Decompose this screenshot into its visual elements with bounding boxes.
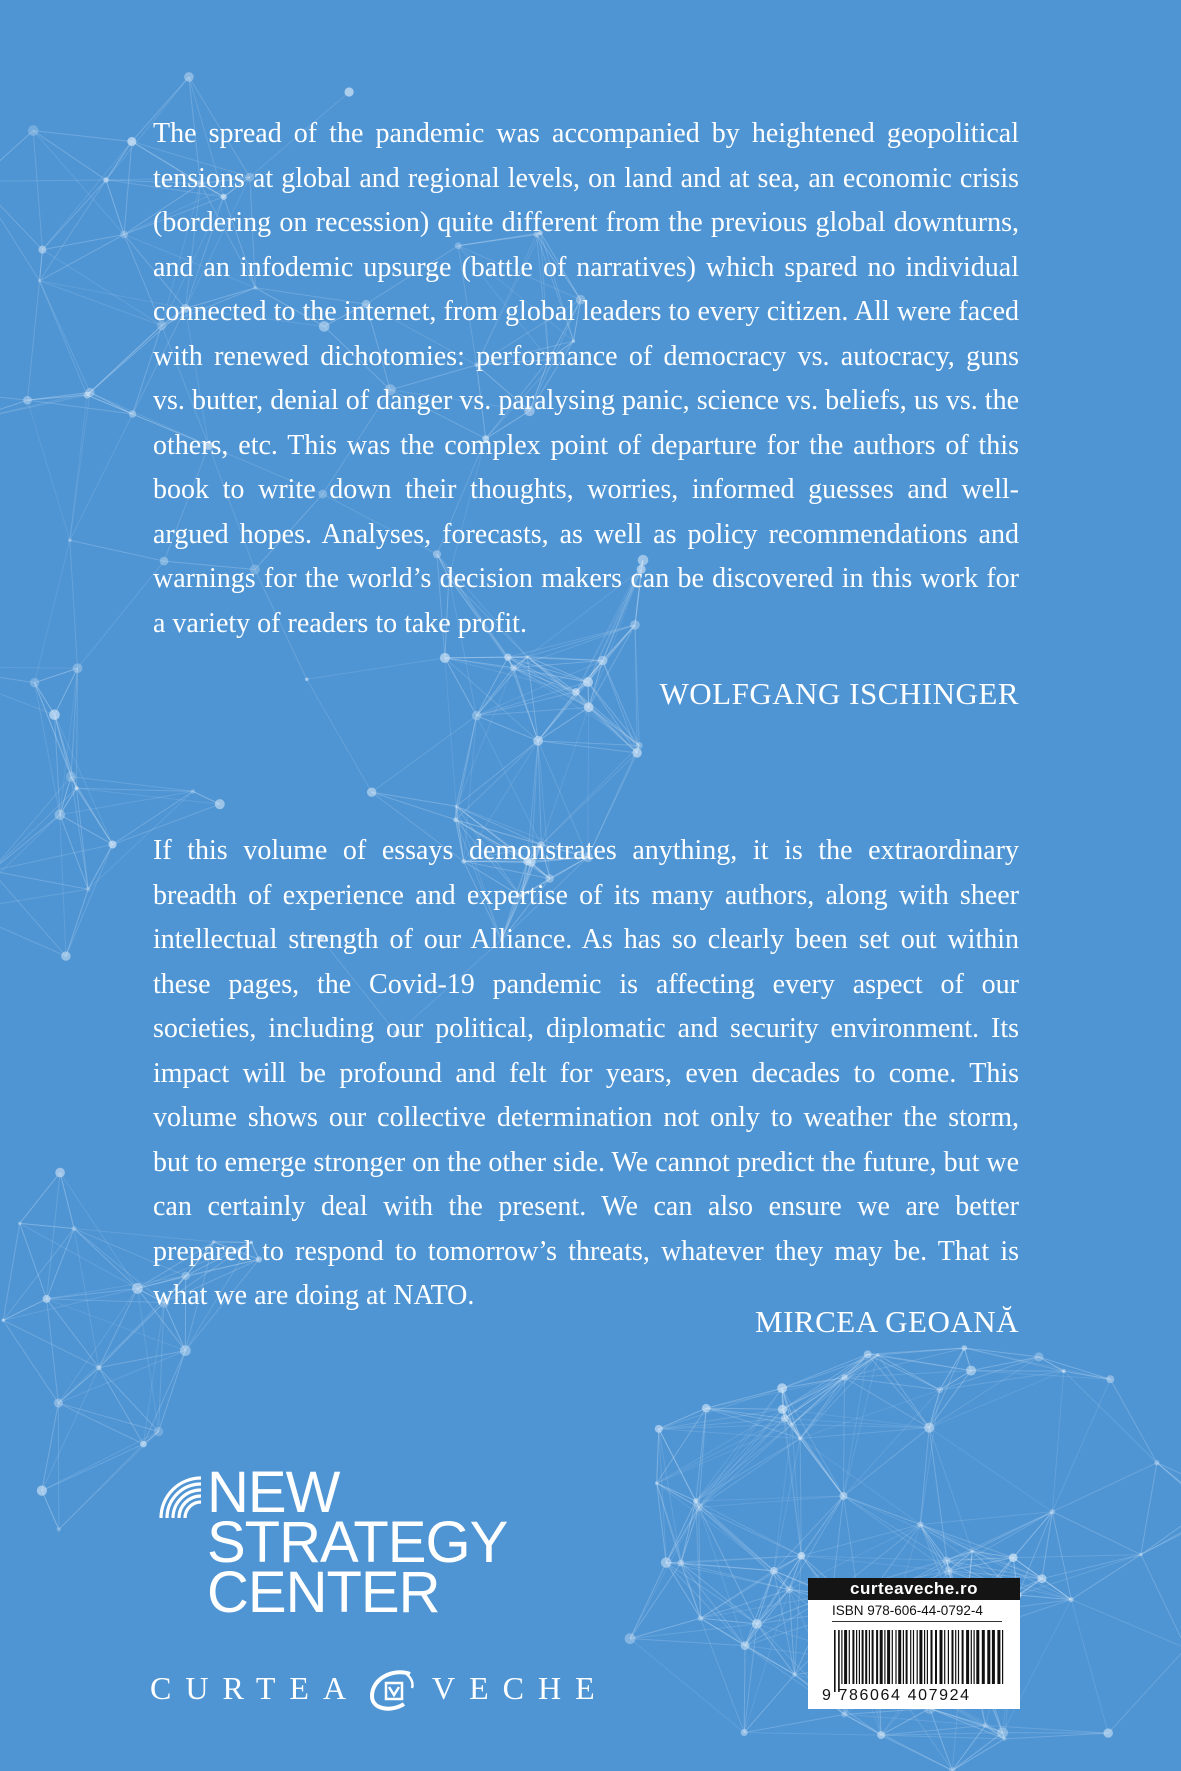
barcode-bar	[859, 1630, 860, 1684]
curtea-veche-emblem-icon	[364, 1666, 422, 1714]
barcode-bar	[856, 1630, 857, 1684]
barcode-bar	[844, 1630, 847, 1684]
barcode-bar	[865, 1630, 867, 1684]
barcode-bar	[903, 1630, 904, 1684]
barcode-bar	[919, 1630, 922, 1684]
isbn-divider	[832, 1621, 1002, 1622]
barcode-bar	[849, 1630, 850, 1684]
barcode-bar	[992, 1630, 995, 1684]
barcode-bar	[838, 1630, 840, 1692]
barcode-bar	[872, 1630, 874, 1684]
barcode-bar	[869, 1630, 870, 1684]
barcode-digits: 9 786064 407924	[822, 1687, 971, 1704]
barcode-bar	[906, 1630, 908, 1684]
barcode-bar	[971, 1630, 972, 1684]
isbn-label: ISBN 978-606-44-0792-4	[832, 1603, 983, 1618]
barcode-bar	[876, 1630, 878, 1684]
new-strategy-center-logo	[155, 1460, 555, 1626]
barcode-bar	[910, 1630, 911, 1684]
barcode-bar	[948, 1630, 949, 1684]
logo-line-center: CENTER	[207, 1560, 440, 1625]
barcode-bar	[962, 1630, 964, 1684]
barcode-bar	[862, 1630, 864, 1684]
publisher-word-curtea: CURTEA	[150, 1670, 361, 1706]
barcode-bar	[884, 1630, 885, 1684]
publisher-word-veche: VECHE	[432, 1670, 609, 1706]
barcode-bar	[987, 1630, 990, 1684]
barcode-bar	[976, 1630, 979, 1684]
barcode-bar	[974, 1630, 975, 1684]
barcode-bar	[898, 1630, 901, 1684]
barcode-bar	[966, 1630, 969, 1684]
barcode-bar	[927, 1630, 928, 1684]
signal-waves-icon	[155, 1474, 207, 1520]
barcode-bar	[892, 1630, 893, 1684]
barcode-bar	[852, 1630, 854, 1684]
barcode-bar	[887, 1630, 890, 1684]
barcode-bar	[924, 1630, 925, 1684]
barcode-bar	[913, 1630, 914, 1684]
barcode-bar	[895, 1630, 896, 1684]
barcode-bar	[944, 1630, 945, 1684]
quote-ischinger: The spread of the pandemic was accompanied by heightened geopolitical tensions at global and regional levels, on land and at sea, an economic crisis (bordering on recession) quite different from the previous global downturns, and an infodemic upsurge (battle of narratives) which spared no individual connected to the internet, from global leaders to every citizen. All were faced with renewed dichotomies: performance of democracy vs. autocracy, guns vs. butter, denial of danger vs. paralysing panic, science vs. beliefs, us vs. the others, etc. This was the complex point of departure for the authors of this book to write down their thoughts, worries, informed guesses and well-argued hopes. Analyses, forecasts, as well as policy recommendations and warnings for the world’s decision makers can be discovered in this work for a variety of readers to take profit.	[153, 118, 1019, 639]
barcode-bar	[931, 1630, 933, 1684]
barcode-bar	[841, 1630, 842, 1684]
logo-line-new: NEW	[207, 1460, 340, 1525]
author-geoana: MIRCEA GEOANĂ	[755, 1304, 1019, 1339]
barcode-bar	[997, 1630, 1000, 1684]
barcode-bar	[935, 1630, 937, 1684]
barcode-bar	[982, 1630, 985, 1684]
barcode-bar	[1002, 1630, 1003, 1684]
barcode-bar	[940, 1630, 943, 1684]
barcode-bar	[880, 1630, 883, 1684]
barcode-bar	[834, 1630, 836, 1692]
barcode-bar	[917, 1630, 918, 1684]
barcode-bar	[955, 1630, 956, 1684]
barcode-bars	[832, 1630, 1008, 1692]
publisher-website: curteaveche.ro	[808, 1578, 1020, 1600]
isbn-barcode-box	[808, 1578, 1020, 1709]
logo-line-strategy: STRATEGY	[207, 1510, 508, 1575]
author-ischinger: WOLFGANG ISCHINGER	[659, 676, 1019, 711]
quote-geoana: If this volume of essays demonstrates anything, it is the extraordinary breadth of experience and expertise of its many authors, along with sheer intellectual strength of our Alliance. As has so clearly been set out within these pages, the Covid-19 pandemic is affecting every aspect of our societies, including our political, diplomatic and security environment. Its impact will be profound and felt for years, even decades to come. This volume shows our collective determination not only to weather the storm, but to emerge stronger on the other side. We cannot predict the future, but we can certainly deal with the present. We can also ensure we are better prepared to respond to tomorrow’s threats, whatever they may be. That is what we are doing at NATO.	[153, 835, 1020, 1311]
barcode-bar	[958, 1630, 959, 1684]
publisher-logo	[150, 1666, 609, 1710]
barcode-bar	[952, 1630, 954, 1684]
